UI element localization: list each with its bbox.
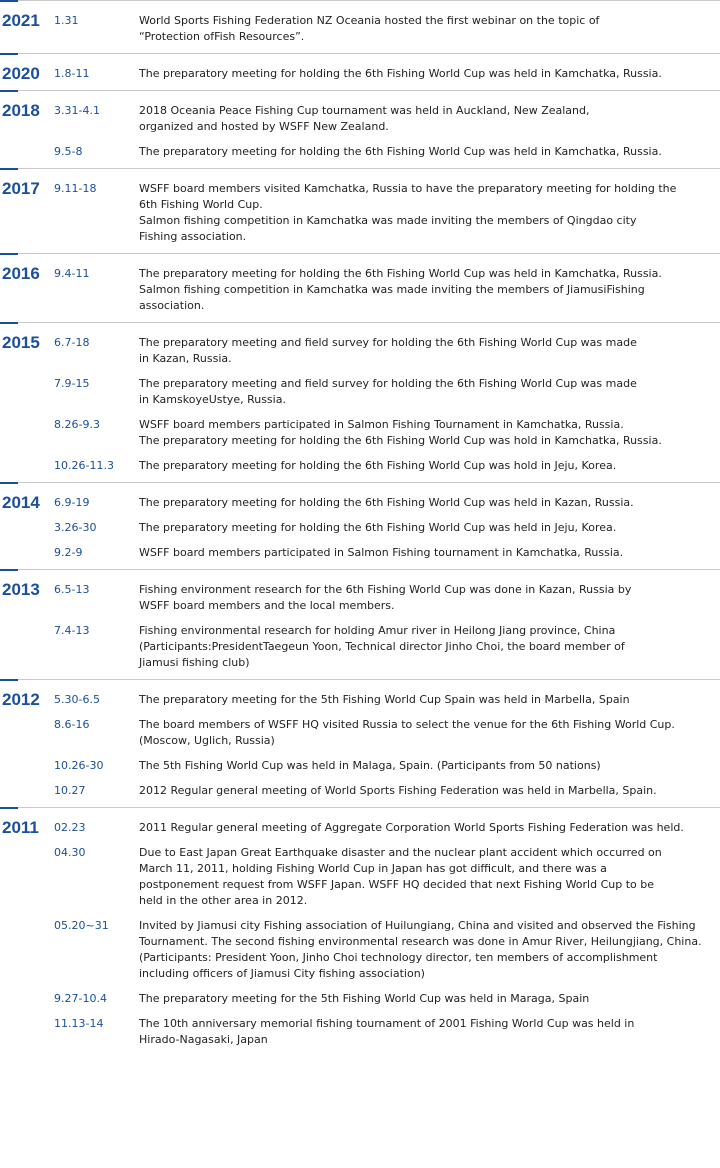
entry-line: organized and hosted by WSFF New Zealand. [139, 120, 389, 133]
entry-line: The preparatory meeting for the 5th Fishing World Cup Spain was held in Marbella, Spain [139, 693, 630, 706]
year-block [0, 90, 720, 168]
year-heading: 2012 [2, 690, 40, 709]
entry-date: 10.26-11.3 [54, 459, 114, 472]
entry-date: 9.2-9 [54, 546, 83, 559]
entry-line: The preparatory meeting for holding the 6th Fishing World Cup was held in Kazan, Russia. [139, 496, 634, 509]
entry-line: World Sports Fishing Federation NZ Oceania hosted the first webinar on the topic of [139, 14, 600, 27]
entry-line: Salmon fishing competition in Kamchatka was made inviting the members of JiamusiFishing [139, 283, 645, 296]
timeline-entry [0, 717, 720, 749]
entry-description [139, 181, 719, 245]
entry-date: 1.8-11 [54, 67, 90, 80]
entry-line: The board members of WSFF HQ visited Russia to select the venue for the 6th Fishing World Cup. [139, 718, 675, 731]
entry-line: The preparatory meeting for holding the 6th Fishing World Cup was hold in Jeju, Korea. [139, 459, 617, 472]
entry-date: 1.31 [54, 14, 79, 27]
entry-line: The 5th Fishing World Cup was held in Malaga, Spain. (Participants from 50 nations) [139, 759, 601, 772]
entry-line: association. [139, 299, 205, 312]
entry-date: 8.6-16 [54, 718, 90, 731]
year-heading: 2015 [2, 333, 40, 352]
year-block [0, 53, 720, 90]
entry-description [139, 66, 719, 82]
entry-line: Invited by Jiamusi city Fishing association of Huilungiang, China and visited and observed the Fishing [139, 919, 696, 932]
entry-description [139, 623, 719, 671]
entry-line: The preparatory meeting for holding the 6th Fishing World Cup was held in Kamchatka, Russia. [139, 67, 662, 80]
timeline-entry [0, 520, 720, 536]
entry-date: 10.27 [54, 784, 86, 797]
year-heading: 2017 [2, 179, 40, 198]
entry-date: 5.30-6.5 [54, 693, 100, 706]
entry-date: 3.26-30 [54, 521, 97, 534]
entry-date: 10.26-30 [54, 759, 104, 772]
timeline-entry [0, 376, 720, 408]
entry-line: Fishing environmental research for holding Amur river in Heilong Jiang province, China [139, 624, 616, 637]
entry-date: 9.27-10.4 [54, 992, 107, 1005]
year-heading: 2018 [2, 101, 40, 120]
year-heading: 2011 [2, 818, 39, 837]
entry-line: WSFF board members visited Kamchatka, Russia to have the preparatory meeting for holding the [139, 182, 677, 195]
entry-description [139, 991, 719, 1007]
year-block [0, 322, 720, 482]
entry-description [139, 1016, 719, 1048]
timeline-entry [0, 545, 720, 561]
entry-description [139, 417, 719, 449]
entry-line: WSFF board members and the local members. [139, 599, 395, 612]
entry-description [139, 783, 719, 799]
timeline-entry [0, 266, 720, 314]
entry-description [139, 144, 719, 160]
entry-line: Salmon fishing competition in Kamchatka was made inviting the members of Qingdao city [139, 214, 637, 227]
timeline-entry [0, 103, 720, 135]
entry-date: 6.7-18 [54, 336, 90, 349]
entry-date: 7.9-15 [54, 377, 90, 390]
timeline-entry [0, 783, 720, 799]
entry-description [139, 545, 719, 561]
timeline-entry [0, 458, 720, 474]
year-block [0, 807, 720, 1056]
entry-date: 8.26-9.3 [54, 418, 100, 431]
entry-date: 3.31-4.1 [54, 104, 100, 117]
timeline-entry [0, 66, 720, 82]
entry-line: postponement request from WSFF Japan. WSFF HQ decided that next Fishing World Cup to be [139, 878, 655, 891]
entry-line: Hirado-Nagasaki, Japan [139, 1033, 268, 1046]
entry-date: 9.11-18 [54, 182, 97, 195]
entry-date: 04.30 [54, 846, 86, 859]
timeline-entry [0, 820, 720, 836]
entry-date: 7.4-13 [54, 624, 90, 637]
entry-description [139, 376, 719, 408]
year-block [0, 253, 720, 322]
year-heading: 2016 [2, 264, 40, 283]
entry-description [139, 13, 719, 45]
entry-line: The preparatory meeting for holding the 6th Fishing World Cup was hold in Kamchatka, Russia. [139, 434, 662, 447]
year-block [0, 569, 720, 679]
entry-line: The preparatory meeting for the 5th Fishing World Cup was held in Maraga, Spain [139, 992, 590, 1005]
entry-line: 6th Fishing World Cup. [139, 198, 263, 211]
entry-line: held in the other area in 2012. [139, 894, 308, 907]
entry-line: The preparatory meeting and field survey for holding the 6th Fishing World Cup was made [139, 377, 637, 390]
year-block [0, 0, 720, 53]
entry-date: 6.9-19 [54, 496, 90, 509]
entry-line: Tournament. The second fishing environmental research was done in Amur River, Heilungjiang, China. [139, 935, 702, 948]
entry-line: (Participants:PresidentTaegeun Yoon, Technical director Jinho Choi, the board member of [139, 640, 625, 653]
entry-date: 9.5-8 [54, 145, 83, 158]
year-block [0, 679, 720, 807]
entry-line: (Participants: President Yoon, Jinho Choi technology director, ten members of accomplishment [139, 951, 658, 964]
year-heading: 2013 [2, 580, 40, 599]
entry-line: 2018 Oceania Peace Fishing Cup tournament was held in Auckland, New Zealand, [139, 104, 590, 117]
entry-line: Fishing association. [139, 230, 247, 243]
entry-line: 2011 Regular general meeting of Aggregate Corporation World Sports Fishing Federation was held. [139, 821, 684, 834]
entry-line: The preparatory meeting and field survey for holding the 6th Fishing World Cup was made [139, 336, 637, 349]
timeline-entry [0, 144, 720, 160]
entry-line: The preparatory meeting for holding the 6th Fishing World Cup was held in Jeju, Korea. [139, 521, 617, 534]
timeline-entry [0, 1016, 720, 1048]
entry-line: in Kazan, Russia. [139, 352, 232, 365]
year-block [0, 482, 720, 569]
timeline-entry [0, 845, 720, 909]
entry-description [139, 845, 719, 909]
entry-description [139, 717, 719, 749]
entry-description [139, 758, 719, 774]
entry-description [139, 335, 719, 367]
entry-line: 2012 Regular general meeting of World Sports Fishing Federation was held in Marbella, Spain. [139, 784, 657, 797]
entry-date: 6.5-13 [54, 583, 90, 596]
entry-line: WSFF board members participated in Salmon Fishing tournament in Kamchatka, Russia. [139, 546, 624, 559]
entry-date: 02.23 [54, 821, 86, 834]
timeline-entry [0, 181, 720, 245]
entry-line: The preparatory meeting for holding the 6th Fishing World Cup was held in Kamchatka, Russia. [139, 267, 662, 280]
entry-description [139, 582, 719, 614]
entry-description [139, 266, 719, 314]
entry-description [139, 820, 719, 836]
entry-date: 05.20~31 [54, 919, 109, 932]
year-block [0, 168, 720, 253]
entry-line: WSFF board members participated in Salmon Fishing Tournament in Kamchatka, Russia. [139, 418, 624, 431]
timeline-entry [0, 495, 720, 511]
entry-date: 9.4-11 [54, 267, 90, 280]
entry-line: March 11, 2011, holding Fishing World Cup in Japan has got difficult, and there was a [139, 862, 607, 875]
timeline-entry [0, 13, 720, 45]
entry-description [139, 918, 719, 982]
entry-line: Jiamusi fishing club) [139, 656, 250, 669]
timeline-entry [0, 918, 720, 982]
entry-line: “Protection ofFish Resources”. [139, 30, 305, 43]
entry-line: The preparatory meeting for holding the 6th Fishing World Cup was held in Kamchatka, Russia. [139, 145, 662, 158]
timeline-entry [0, 692, 720, 708]
entry-description [139, 495, 719, 511]
year-heading: 2021 [2, 11, 40, 30]
timeline-entry [0, 582, 720, 614]
timeline-entry [0, 758, 720, 774]
entry-description [139, 520, 719, 536]
entry-description [139, 103, 719, 135]
entry-line: in KamskoyeUstye, Russia. [139, 393, 286, 406]
year-heading: 2020 [2, 64, 40, 83]
entry-description [139, 692, 719, 708]
timeline-entry [0, 335, 720, 367]
timeline-entry [0, 991, 720, 1007]
entry-line: (Moscow, Uglich, Russia) [139, 734, 275, 747]
timeline-entry [0, 623, 720, 671]
entry-description [139, 458, 719, 474]
year-heading: 2014 [2, 493, 40, 512]
entry-line: Fishing environment research for the 6th Fishing World Cup was done in Kazan, Russia by [139, 583, 632, 596]
entry-line: including officers of Jiamusi City fishing association) [139, 967, 425, 980]
entry-line: Due to East Japan Great Earthquake disaster and the nuclear plant accident which occurred on [139, 846, 662, 859]
entry-date: 11.13-14 [54, 1017, 104, 1030]
entry-line: The 10th anniversary memorial fishing tournament of 2001 Fishing World Cup was held in [139, 1017, 635, 1030]
timeline-entry [0, 417, 720, 449]
